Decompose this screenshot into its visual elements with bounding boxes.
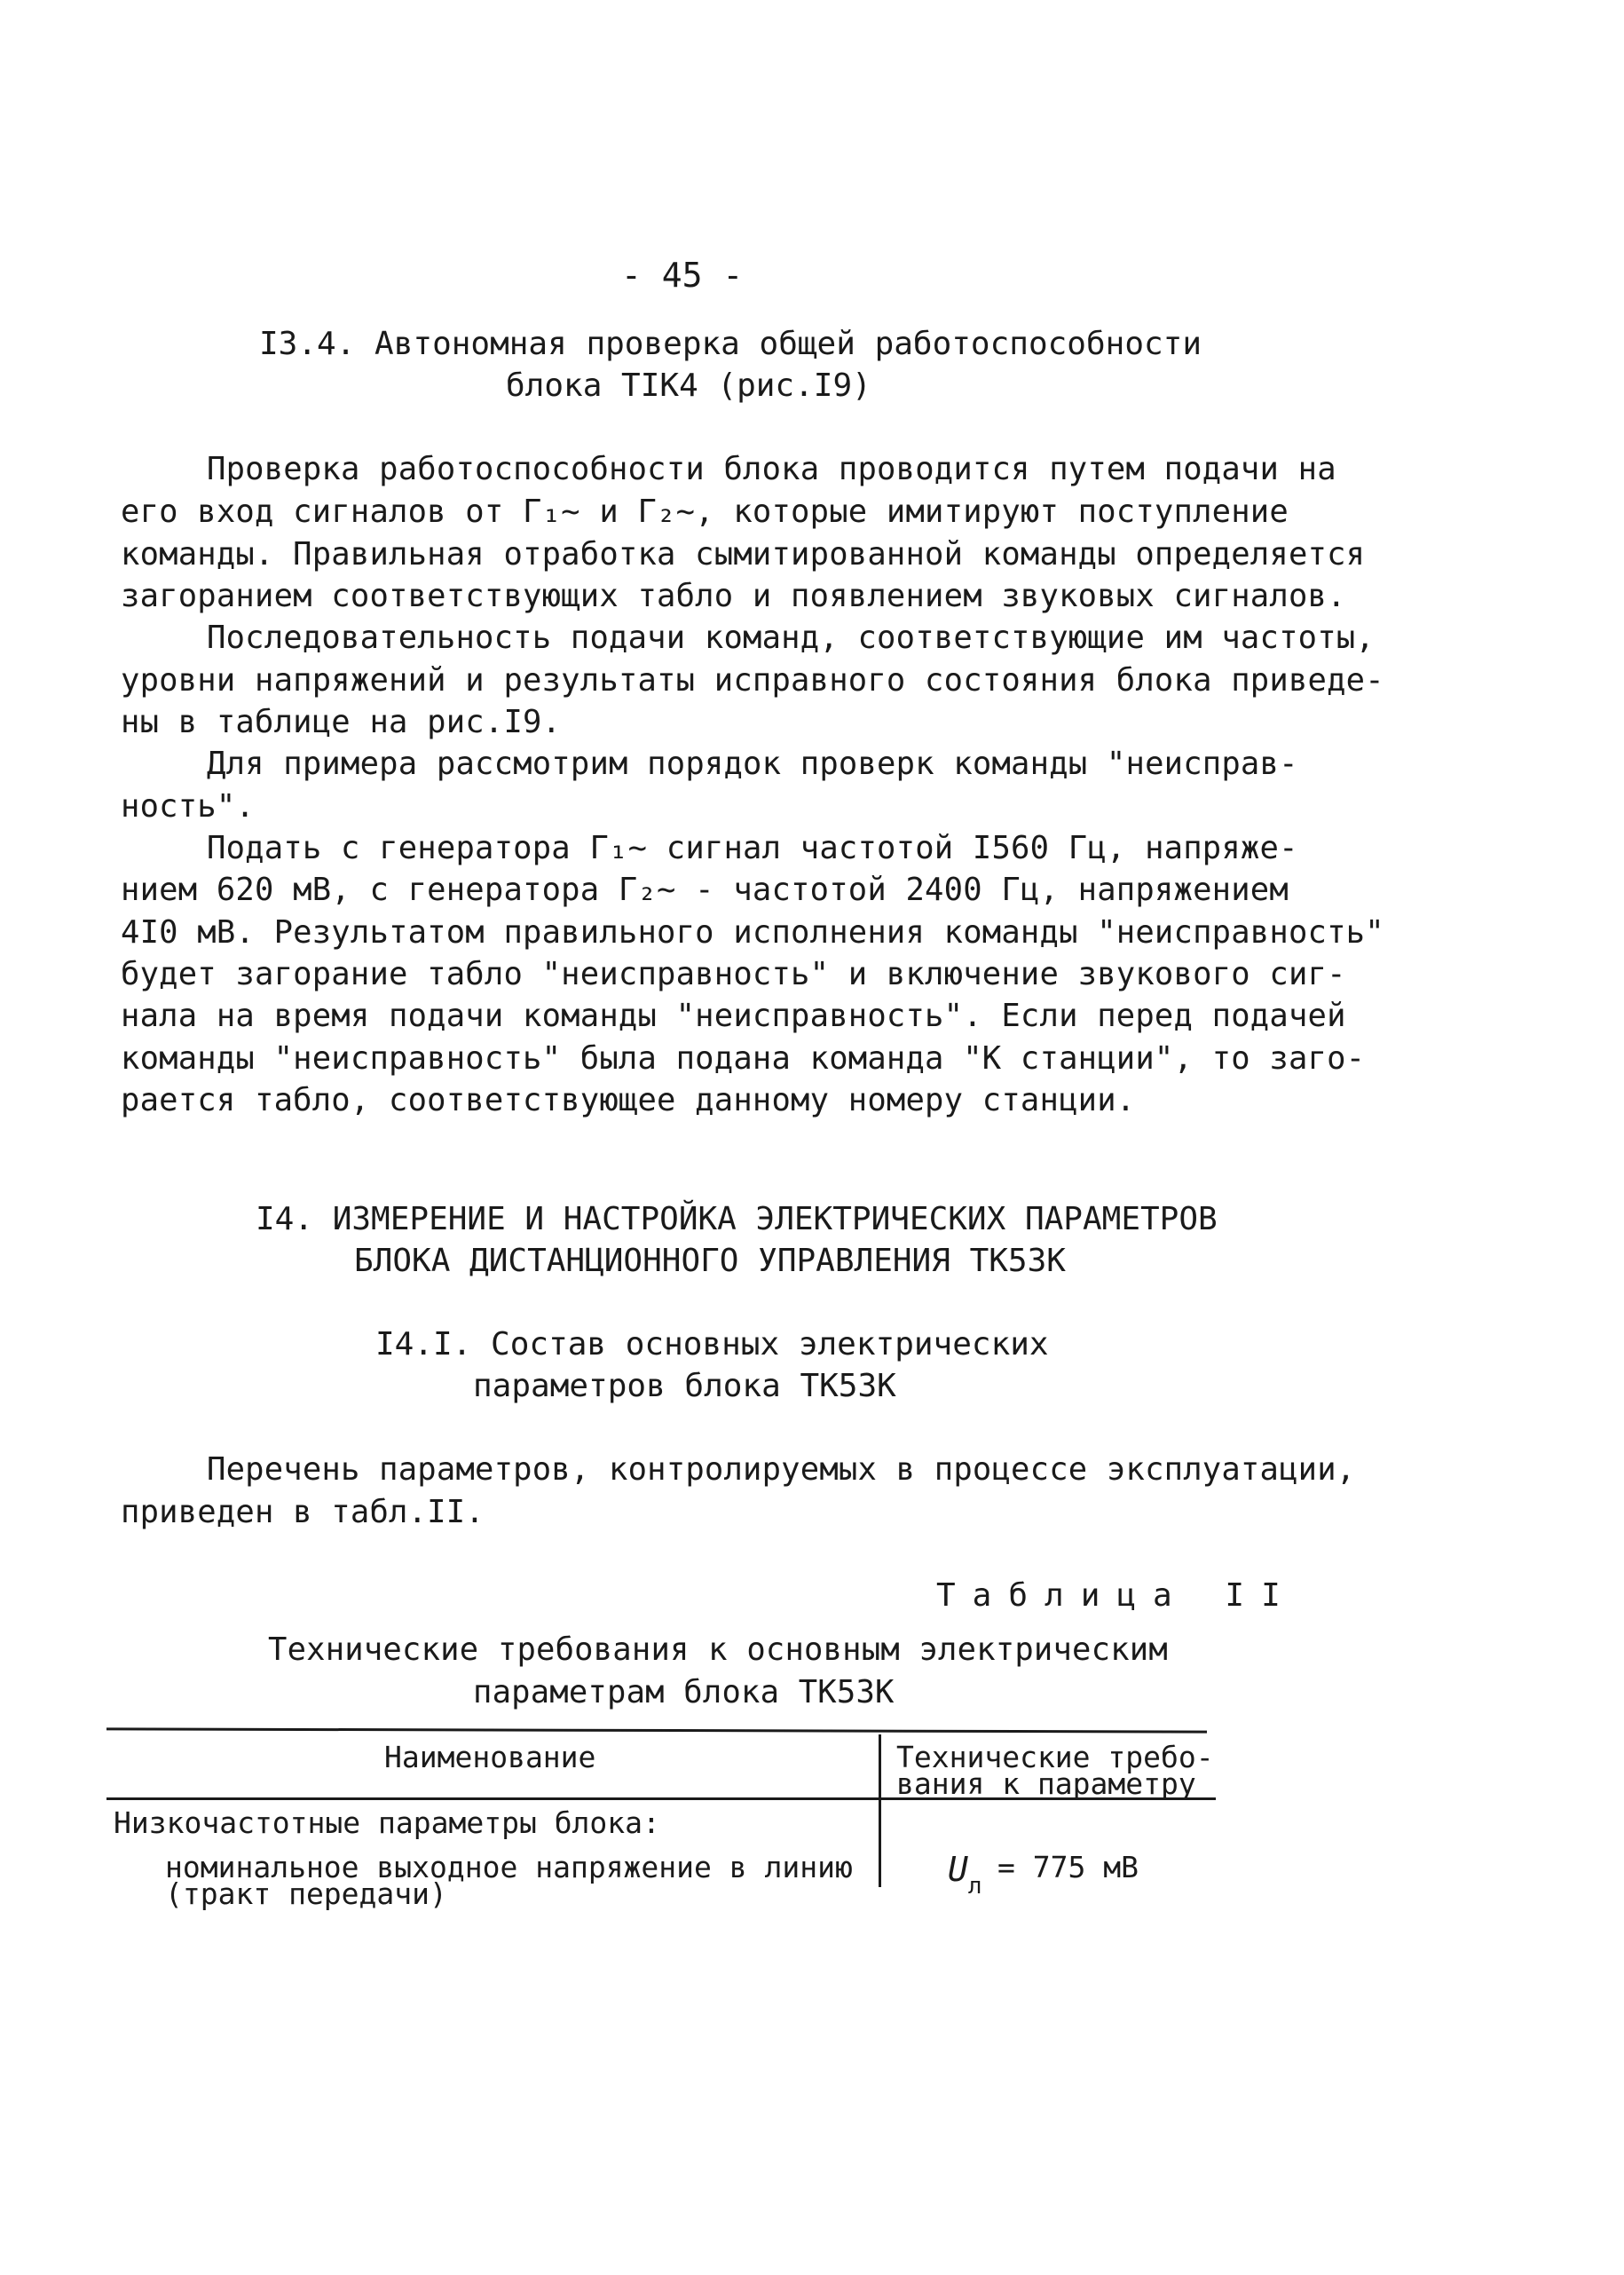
table-row-requirement bbox=[948, 1850, 982, 1900]
table-header-name: Наименование bbox=[384, 1740, 596, 1774]
section-14-1-title-line2: параметров блока ТК53К bbox=[473, 1368, 896, 1404]
table-group-label: Низкочастотные параметры блока: bbox=[114, 1805, 660, 1840]
body-line: приведен в табл.II. bbox=[121, 1494, 485, 1530]
table-header-requirements-line1: Технические требо- bbox=[896, 1740, 1214, 1774]
body-line: Проверка работоспособности блока проводится путем подачи на bbox=[207, 451, 1336, 487]
body-line: нием 620 мВ, с генератора Г₂~ - частотой 2400 Гц, напряжением bbox=[121, 872, 1289, 908]
table-row-name-line1: номинальное выходное напряжение в линию bbox=[165, 1850, 853, 1884]
table-caption-line1: Технические требования к основным электрическим bbox=[268, 1631, 1168, 1668]
body-line: рается табло, соответствующее данному номеру станции. bbox=[121, 1082, 1136, 1118]
body-line: будет загорание табло "неисправность" и включение звукового сиг- bbox=[121, 956, 1346, 992]
table-row-name-line2: (тракт передачи) bbox=[165, 1876, 447, 1911]
table-label: Таблица II bbox=[936, 1577, 1297, 1614]
body-line: ность". bbox=[121, 788, 256, 825]
table-header-requirements-line2: вания к параметру bbox=[896, 1766, 1196, 1801]
table-column-divider bbox=[879, 1734, 881, 1887]
body-line: команды. Правильная отработка сымитированной команды определяется bbox=[121, 536, 1366, 573]
body-line: 4I0 мВ. Результатом правильного исполнения команды "неисправность" bbox=[121, 914, 1384, 951]
page-number: - 45 - bbox=[621, 256, 744, 295]
section-13-4-title-line2: блока ТIК4 (рис.I9) bbox=[506, 367, 871, 404]
section-14-title-line2: БЛОКА ДИСТАНЦИОННОГО УПРАВЛЕНИЯ ТК53К bbox=[354, 1243, 1066, 1279]
table-row-requirement-value: = 775 мВ bbox=[997, 1850, 1139, 1884]
body-line: ны в таблице на рис.I9. bbox=[121, 704, 562, 740]
table-top-rule bbox=[106, 1727, 1207, 1733]
section-13-4-title-line1: I3.4. Автономная проверка общей работоспособности bbox=[259, 326, 1202, 362]
body-line: его вход сигналов от Г₁~ и Г₂~, которые имитируют поступление bbox=[121, 494, 1289, 530]
body-line: уровни напряжений и результаты исправного состояния блока приведе- bbox=[121, 662, 1384, 699]
voltage-subscript: л bbox=[967, 1873, 982, 1900]
table-caption-line2: параметрам блока ТК53К bbox=[473, 1674, 895, 1710]
voltage-symbol: U bbox=[948, 1850, 968, 1889]
body-line: команды "неисправность" была подана команда "К станции", то заго- bbox=[121, 1040, 1366, 1077]
body-line: Для примера рассмотрим порядок проверк команды "неисправ- bbox=[207, 746, 1298, 782]
section-14-title-line1: I4. ИЗМЕРЕНИЕ И НАСТРОЙКА ЭЛЕКТРИЧЕСКИХ ПАРАМЕТРОВ bbox=[256, 1201, 1218, 1237]
body-line: нала на время подачи команды "неисправность". Если перед подачей bbox=[121, 998, 1346, 1034]
body-line: загоранием соответствующих табло и появлением звуковых сигналов. bbox=[121, 578, 1346, 614]
body-line: Последовательность подачи команд, соответствующие им частоты, bbox=[207, 620, 1375, 656]
body-line: Перечень параметров, контролируемых в процессе эксплуатации, bbox=[207, 1451, 1356, 1488]
body-line: Подать с генератора Г₁~ сигнал частотой I560 Гц, напряже- bbox=[207, 830, 1298, 866]
section-14-1-title-line1: I4.I. Состав основных электрических bbox=[375, 1326, 1049, 1363]
